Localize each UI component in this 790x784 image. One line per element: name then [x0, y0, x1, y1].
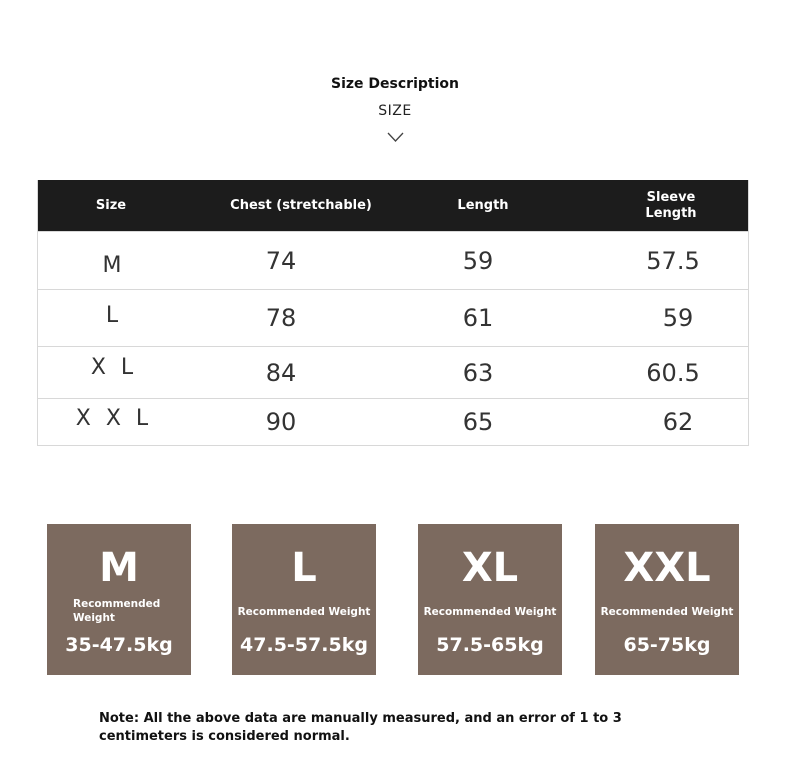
- card-label: Recommended Weight: [237, 606, 371, 618]
- header-chest: Chest (stretchable): [230, 197, 372, 213]
- size-table: [37, 180, 749, 446]
- weight-card-xxl: [595, 524, 739, 675]
- cell-length: 63: [462, 358, 494, 387]
- page-title: Size Description: [331, 76, 459, 92]
- cell-sleeve: 62: [662, 408, 694, 436]
- cell-size: X X L: [75, 405, 153, 431]
- card-weight: 47.5-57.5kg: [240, 634, 368, 656]
- cell-length: 61: [462, 304, 494, 332]
- header-length: Length: [457, 197, 509, 213]
- cell-sleeve: 60.5: [646, 358, 700, 387]
- measurement-note: Note: All the above data are manually measured, and an error of 1 to 3 centimeters is considered normal.: [99, 711, 622, 744]
- table-row: [38, 231, 748, 289]
- card-weight: 65-75kg: [623, 634, 711, 656]
- cell-sleeve: 59: [662, 304, 694, 332]
- header-size: Size: [95, 197, 127, 213]
- card-weight: 57.5-65kg: [436, 634, 544, 656]
- cell-chest: 84: [265, 358, 297, 387]
- card-weight: 35-47.5kg: [65, 634, 173, 656]
- card-size: XXL: [623, 545, 711, 591]
- cell-length: 65: [462, 408, 494, 436]
- weight-card-xl: [418, 524, 562, 675]
- table-row: [38, 398, 748, 445]
- cell-size: M: [102, 253, 126, 278]
- page-subtitle: SIZE: [378, 103, 412, 119]
- card-label: Recommended Weight: [73, 598, 161, 624]
- header-sleeve: Sleeve Length: [645, 189, 697, 221]
- card-size: L: [291, 545, 317, 591]
- weight-card-l: [232, 524, 376, 675]
- cell-size: L: [105, 302, 123, 328]
- cell-chest: 90: [265, 408, 297, 436]
- cell-chest: 74: [265, 246, 297, 275]
- cell-sleeve: 57.5: [646, 246, 700, 275]
- table-header: [38, 180, 748, 231]
- cell-chest: 78: [265, 304, 297, 332]
- weight-card-m: [47, 524, 191, 675]
- weight-cards: [0, 524, 790, 675]
- card-size: XL: [461, 545, 519, 591]
- card-label: Recommended Weight: [600, 606, 734, 618]
- chevron-down-icon: [387, 131, 404, 143]
- cell-size: X L: [90, 355, 138, 380]
- card-size: M: [99, 545, 139, 591]
- card-label: Recommended Weight: [423, 606, 557, 618]
- cell-length: 59: [462, 246, 494, 275]
